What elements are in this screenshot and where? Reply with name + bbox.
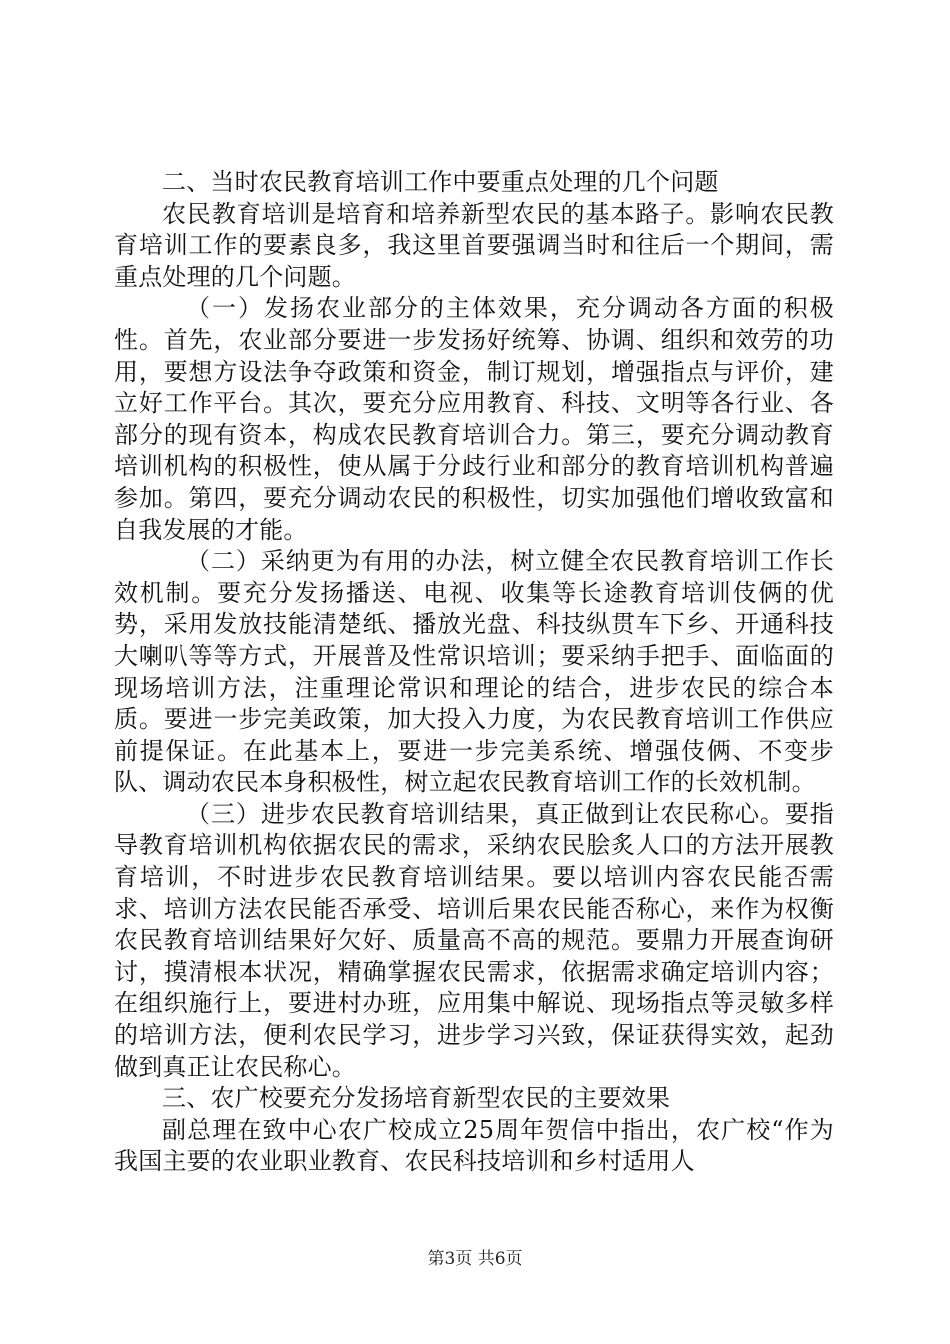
- section-heading-two: 二、当时农民教育培训工作中要重点处理的几个问题: [162, 168, 719, 196]
- paragraph-item-one: （一）发扬农业部分的主体效果，充分调动各方面的积极性。首先，农业部分要进一步发扬好统筹、协调、组织和效劳的功用，要想方设法争夺政策和资金，制订规划，增强指点与评价，建立好工作平台。其次，要充分应用教育、科技、文明等各行业、各部分的现有资本，构成农民教育培训合力。第三，要充分调动教育培训机构的积极性，使从属于分歧行业和部分的教育培训机构普遍参加。第四，要充分调动农民的积极性，切实加强他们增收致富和自我发展的才能。: [114, 294, 834, 544]
- paragraph-intro: 农民教育培训是培育和培养新型农民的基本路子。影响农民教育培训工作的要素良多，我这里首要强调当时和往后一个期间，需重点处理的几个问题。: [114, 199, 834, 291]
- document-body: [114, 167, 834, 1178]
- paragraph-quote: 副总理在致中心农广校成立25周年贺信中指出，农广校“作为我国主要的农业职业教育、农民科技培训和乡村适用人: [114, 1115, 834, 1176]
- paragraph-item-two: （二）采纳更为有用的办法，树立健全农民教育培训工作长效机制。要充分发扬播送、电视、收集等长途教育培训伎俩的优势，采用发放技能清楚纸、播放光盘、科技纵贯车下乡、开通科技大喇叭等等方式，开展普及性常识培训；要采纳手把手、面临面的现场培训方法，注重理论常识和理论的结合，进步农民的综合本质。要进一步完美政策，加大投入力度，为农民教育培训工作供应前提保证。在此基本上，要进一步完美系统、增强伎俩、不变步队、调动农民本身积极性，树立起农民教育培训工作的长效机制。: [114, 547, 834, 797]
- section-heading-three: 三、农广校要充分发扬培育新型农民的主要效果: [162, 1084, 671, 1113]
- paragraph-item-three: （三）进步农民教育培训结果，真正做到让农民称心。要指导教育培训机构依据农民的需求，采纳农民脍炙人口的方法开展教育培训，不时进步农民教育培训结果。要以培训内容农民能否需求、培训方法农民能否承受、培训后果农民能否称心，来作为权衡农民教育培训结果好欠好、质量高不高的规范。要鼎力开展查询研讨，摸清根本状况，精确掌握农民需求，依据需求确定培训内容；在组织施行上，要进村办班，应用集中解说、现场指点等灵敏多样的培训方法，便利农民学习，进步学习兴致，保证获得实效，起劲做到真正让农民称心。: [114, 799, 834, 1081]
- page-number-footer: 第3页 共6页: [427, 1249, 523, 1269]
